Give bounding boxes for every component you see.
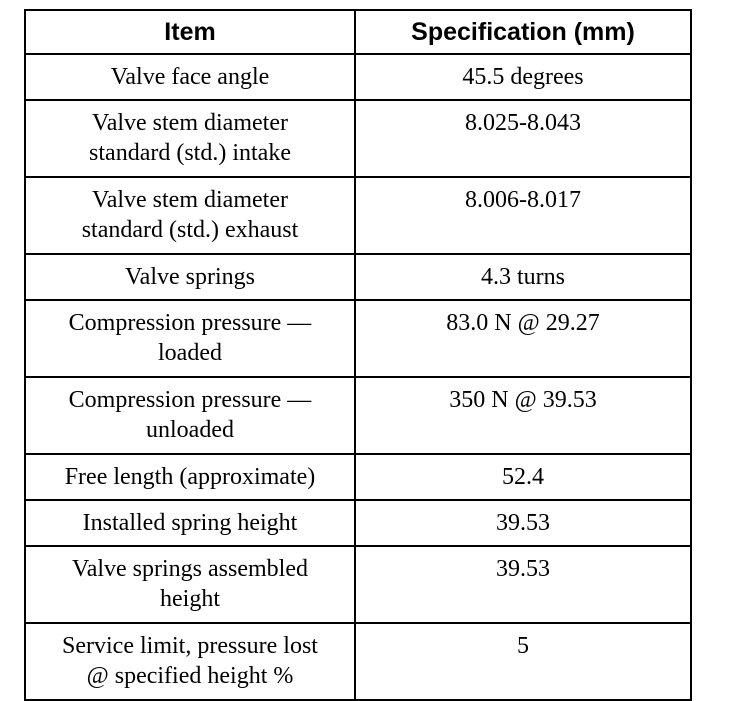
item-text-line-2: standard (std.) exhaust xyxy=(81,217,299,243)
item-text-line-1: Compression pressure — xyxy=(68,310,312,336)
item-cell xyxy=(25,254,355,300)
item-text: Valve springs xyxy=(125,264,255,290)
table-row xyxy=(25,300,691,377)
item-cell xyxy=(25,300,355,377)
table-row xyxy=(25,177,691,254)
spec-cell: 350 N @ 39.53 xyxy=(355,377,691,454)
item-text: Installed spring height xyxy=(82,510,298,536)
item-column-header: Item xyxy=(25,10,355,54)
spec-cell: 8.006-8.017 xyxy=(355,177,691,254)
specification-table xyxy=(24,9,692,701)
item-text: Valve face angle xyxy=(110,64,270,90)
table-row xyxy=(25,54,691,100)
item-text: Free length (approximate) xyxy=(64,464,316,490)
item-text-line-1: Valve stem diameter xyxy=(92,110,288,136)
spec-cell: 39.53 xyxy=(355,500,691,546)
specification-column-header: Specification (mm) xyxy=(355,10,691,54)
item-cell xyxy=(25,500,355,546)
table-row xyxy=(25,454,691,500)
table-row xyxy=(25,377,691,454)
table-row xyxy=(25,623,691,700)
item-cell xyxy=(25,177,355,254)
item-text-line-2: unloaded xyxy=(146,417,234,443)
item-cell xyxy=(25,546,355,623)
item-cell xyxy=(25,454,355,500)
spec-cell: 8.025-8.043 xyxy=(355,100,691,177)
spec-cell: 5 xyxy=(355,623,691,700)
item-text-line-2: height xyxy=(160,586,220,612)
spec-cell: 4.3 turns xyxy=(355,254,691,300)
header-row xyxy=(25,10,691,54)
spec-cell: 45.5 degrees xyxy=(355,54,691,100)
item-cell xyxy=(25,377,355,454)
table-row xyxy=(25,546,691,623)
item-text-line-1: Compression pressure — xyxy=(68,387,312,413)
spec-cell: 83.0 N @ 29.27 xyxy=(355,300,691,377)
spec-cell: 52.4 xyxy=(355,454,691,500)
table-row xyxy=(25,100,691,177)
table-row xyxy=(25,500,691,546)
item-text-line-2: standard (std.) intake xyxy=(89,140,291,166)
item-text-line-1: Valve springs assembled xyxy=(72,556,308,582)
item-text-line-1: Service limit, pressure lost xyxy=(62,633,318,659)
item-cell xyxy=(25,100,355,177)
item-text-line-2: loaded xyxy=(158,340,222,366)
item-text-line-2: @ specified height % xyxy=(86,663,294,689)
item-cell xyxy=(25,54,355,100)
item-text-line-1: Valve stem diameter xyxy=(92,187,288,213)
table-row xyxy=(25,254,691,300)
spec-cell: 39.53 xyxy=(355,546,691,623)
item-cell xyxy=(25,623,355,700)
